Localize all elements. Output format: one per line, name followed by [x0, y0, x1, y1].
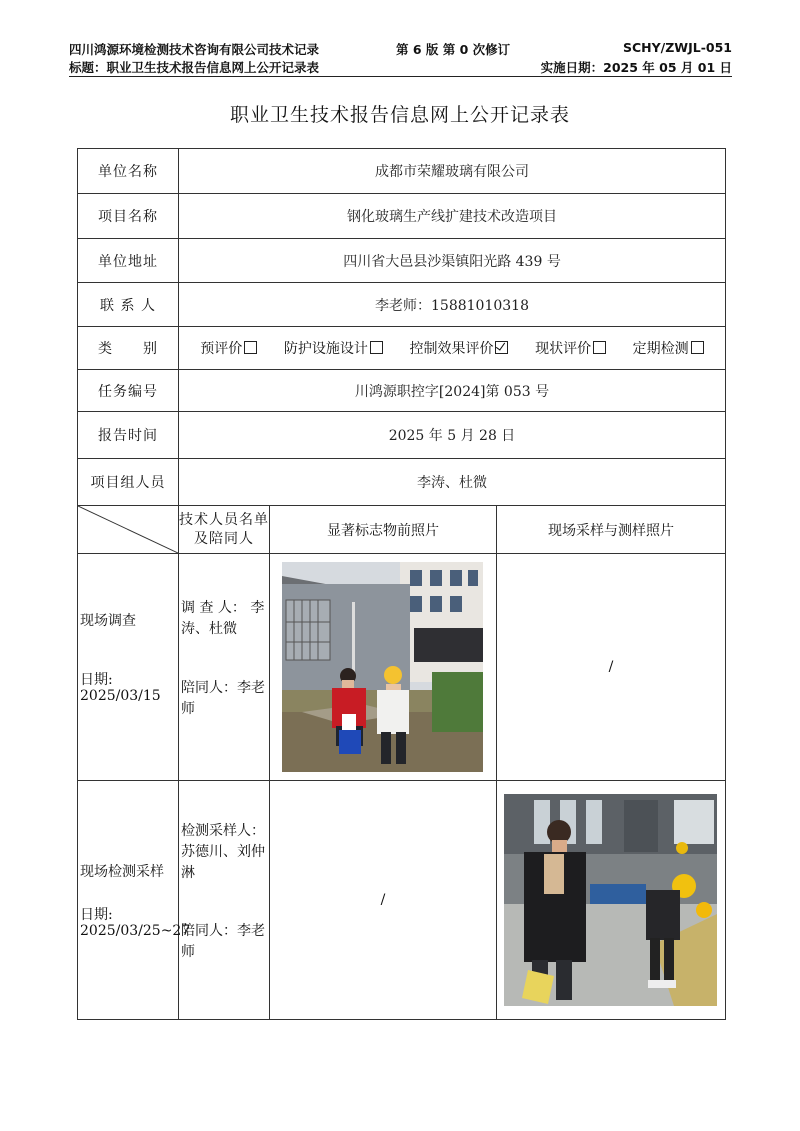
contact-label: 联 系 人	[78, 283, 179, 327]
survey-date: 2025/03/15	[80, 688, 161, 704]
checkbox-control-effect[interactable]	[495, 341, 508, 354]
unit-address-label: 单位地址	[78, 239, 179, 283]
unit-name-value: 成都市荣耀玻璃有限公司	[179, 149, 726, 194]
subject-title: 标题：职业卫生技术报告信息网上公开记录表	[69, 60, 320, 75]
category-options	[179, 327, 726, 370]
header-line-2	[69, 58, 732, 77]
survey-landmark-photo-cell	[270, 554, 497, 781]
document-code: SCHY/ZWJL-051	[622, 40, 732, 55]
category-option-status-evaluation[interactable]: 现状评价	[535, 338, 606, 358]
page-title: 职业卫生技术报告信息网上公开记录表	[229, 104, 570, 126]
row-contact	[78, 283, 726, 327]
landmark-photo-header: 显著标志物前照片	[270, 506, 497, 554]
row-project-name	[78, 194, 726, 239]
survey-investigator: 调 查 人： 李涛、杜微	[181, 600, 265, 637]
unit-address-value: 四川省大邑县沙渠镇阳光路 439 号	[179, 239, 726, 283]
testing-stage-cell	[78, 781, 191, 1020]
task-no-value: 川鸿源职控字[2024]第 053 号	[179, 370, 726, 412]
testing-stage-label: 现场检测采样	[80, 864, 164, 880]
diagonal-corner-cell	[78, 506, 179, 554]
project-name-value: 钢化玻璃生产线扩建技术改造项目	[179, 194, 726, 239]
record-table	[77, 148, 726, 1020]
testing-sampling-photo-cell	[497, 781, 726, 1020]
task-no-label: 任务编号	[78, 370, 179, 412]
header-line-1	[69, 40, 732, 58]
checkbox-protection-design[interactable]	[370, 341, 383, 354]
project-name-label: 项目名称	[78, 194, 179, 239]
survey-row	[78, 554, 726, 781]
contact-value: 李老师：15881010318	[179, 283, 726, 327]
version-text: 第 6 版 第 0 次修订	[396, 42, 511, 57]
testing-staff-cell	[179, 781, 270, 1020]
row-team	[78, 459, 726, 506]
category-label: 类 别	[78, 327, 179, 370]
row-category	[78, 327, 726, 370]
category-option-pre-evaluation[interactable]: 预评价	[200, 338, 257, 358]
category-option-control-effect[interactable]: 控制效果评价	[409, 338, 508, 358]
staff-column-header: 技术人员名单及陪同人	[179, 506, 270, 554]
row-unit-address	[78, 239, 726, 283]
checkbox-pre-evaluation[interactable]	[244, 341, 257, 354]
survey-sampling-photo-placeholder: /	[497, 554, 726, 781]
row-report-time	[78, 412, 726, 459]
checkbox-periodic-testing[interactable]	[691, 341, 704, 354]
company-record-title: 四川鸿源环境检测技术咨询有限公司技术记录	[69, 42, 320, 57]
photo-header-row	[78, 506, 726, 554]
category-option-periodic-testing[interactable]: 定期检测	[633, 338, 704, 358]
checkbox-status-evaluation[interactable]	[593, 341, 606, 354]
row-task-no	[78, 370, 726, 412]
team-label: 项目组人员	[78, 459, 179, 506]
survey-date-label: 日期:	[80, 672, 113, 688]
sampling-photo-header: 现场采样与测样照片	[497, 506, 726, 554]
testing-accompany: 陪同人：李老师	[181, 923, 265, 960]
category-option-protection-design[interactable]: 防护设施设计	[284, 338, 383, 358]
testing-date: 2025/03/25~27	[80, 923, 191, 939]
testing-sampler: 检测采样人：苏德川、刘仲淋	[181, 823, 265, 881]
team-value: 李涛、杜微	[179, 459, 726, 506]
unit-name-label: 单位名称	[78, 149, 179, 194]
survey-staff-cell	[179, 554, 270, 781]
survey-stage-cell	[78, 554, 179, 781]
testing-sampling-photo	[504, 794, 717, 1006]
testing-row	[78, 781, 726, 1020]
survey-accompany: 陪同人：李老师	[181, 680, 265, 717]
testing-landmark-photo-placeholder: /	[270, 781, 497, 1020]
survey-stage-label: 现场调查	[80, 613, 136, 629]
effective-date: 实施日期：2025 年 05 月 01 日	[540, 60, 732, 75]
report-time-value: 2025 年 5 月 28 日	[179, 412, 726, 459]
report-time-label: 报告时间	[78, 412, 179, 459]
survey-landmark-photo	[282, 562, 483, 772]
testing-date-label: 日期:	[80, 907, 113, 923]
row-unit-name	[78, 149, 726, 194]
